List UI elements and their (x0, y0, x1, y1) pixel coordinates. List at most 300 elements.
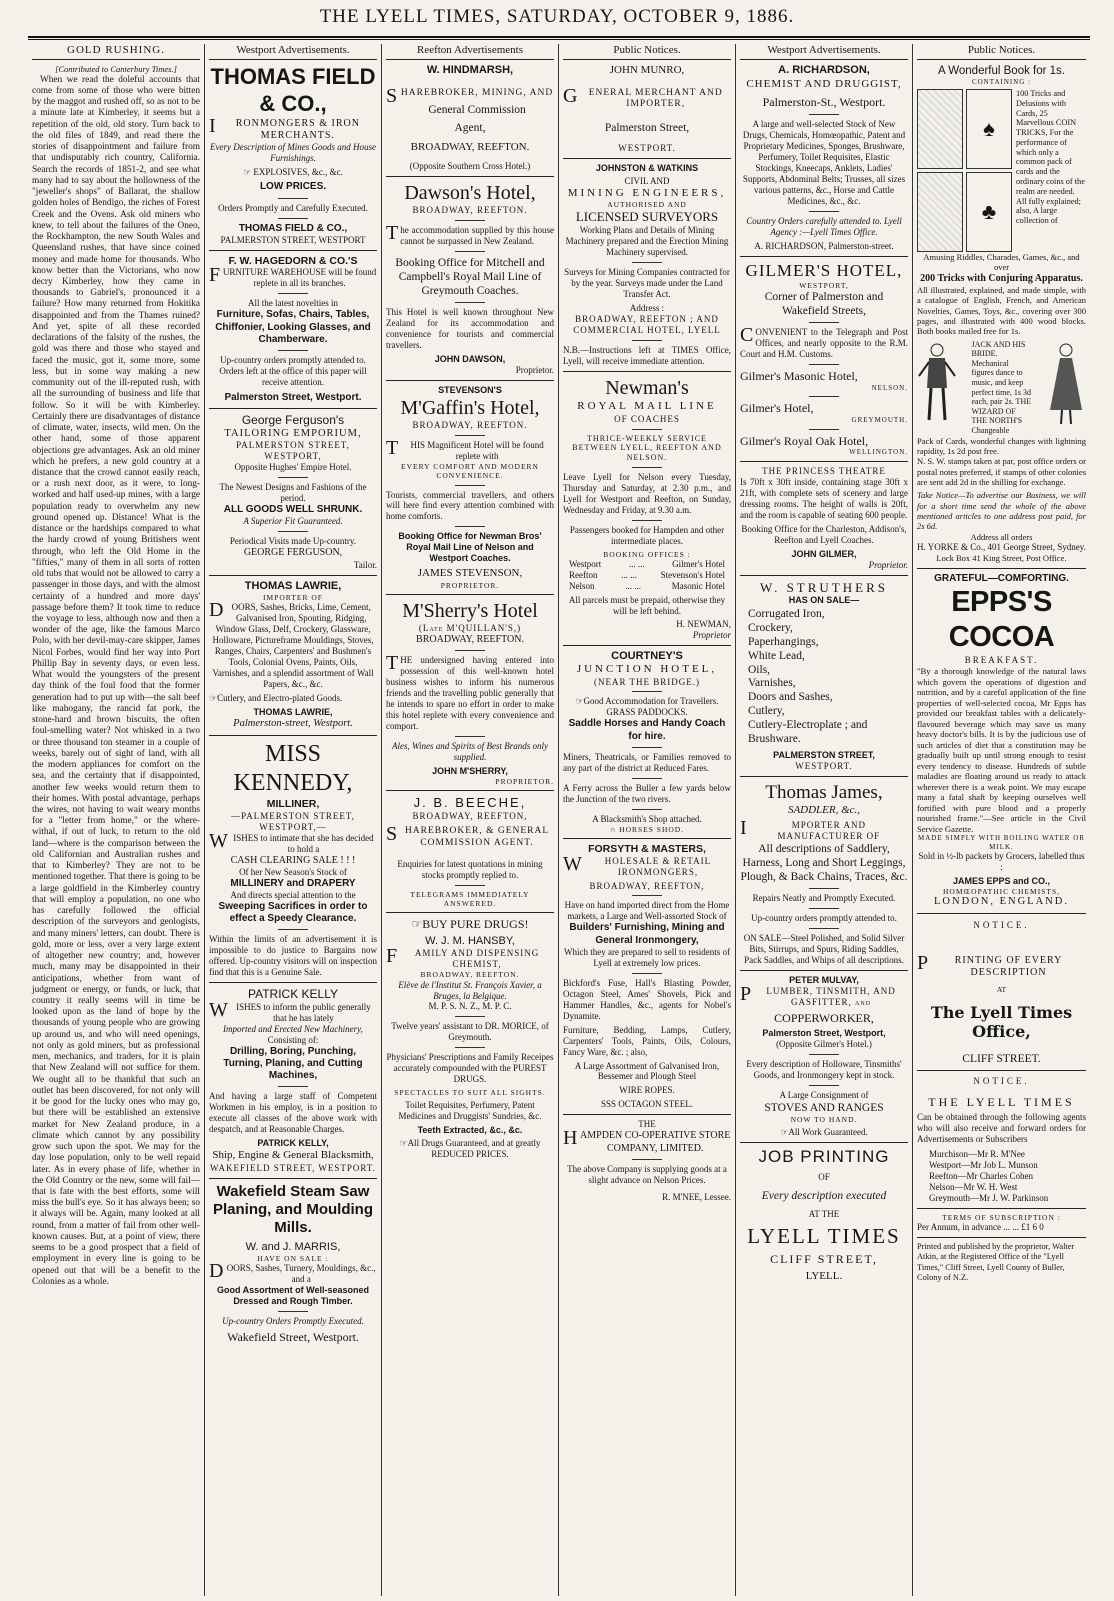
ad-text: PLUMBER, TINSMITH, AND GASFITTER, and (740, 982, 896, 1007)
column-westport-ads-2 (736, 44, 913, 1596)
ad-text: Leave Lyell for Nelson every Tuesday, Thursday and Saturday, at 2.30 p.m., and Lyell for Westport and Reefton, on Sunday, Wednesday and Friday, at 9.30 a.m. (563, 471, 731, 515)
ad-text: PALMERSTON STREET, (773, 750, 875, 761)
masthead-rule (28, 36, 1090, 38)
ad-text: SADDLER, &c., (787, 804, 861, 817)
booking-office-place: Westport (569, 558, 602, 569)
column-public-notices-2 (913, 44, 1090, 1596)
ad-text: CONTAINING : (971, 78, 1032, 87)
separator (632, 778, 662, 779)
ad-title: PATRICK KELLY (247, 987, 339, 1002)
agents-list (917, 1149, 1086, 1204)
pointing-hand-icon: ☞ (411, 917, 423, 932)
booking-offices-list (563, 559, 731, 592)
ad-text: IMPORTER OF (263, 592, 323, 602)
divider (740, 256, 908, 257)
contributor-note: [Contributed to Canterbury Times.] (55, 64, 177, 75)
ad-text: BROADWAY, REEFTON ; AND COMMERCIAL HOTEL, LYELL (573, 314, 721, 336)
separator (632, 747, 662, 748)
ad-text: STOVES AND RANGES (764, 1102, 884, 1115)
hotel-town: GREYMOUTH. (851, 416, 908, 425)
ad-text: DOORS, Sashes, Turnery, Mouldings, &c., and a (209, 1260, 376, 1285)
ad-text: Booking Office for the Charleston, Addison's, Reefton and Lyell Coaches. (741, 523, 907, 545)
ad-text: The accommodation supplied by this house cannot be surpassed in New Zealand. (386, 222, 554, 247)
separator (278, 477, 308, 478)
divider (740, 776, 908, 777)
ad-text: BROADWAY, REEFTON. (416, 634, 524, 646)
ad-text: STEVENSON'S (438, 384, 502, 395)
ad-title: THOMAS LAWRIE, (244, 579, 342, 592)
divider (740, 1142, 908, 1143)
booking-office-row (563, 570, 731, 581)
divider (917, 1208, 1086, 1209)
ad-text: Orders Promptly and Carefully Executed. (218, 202, 368, 213)
ad-text: H. NEWMAN, (676, 618, 731, 629)
ad-text: WESTPORT. (795, 761, 853, 772)
ad-title: M'Sherry's Hotel (402, 599, 538, 622)
separator (632, 691, 662, 692)
spacer (563, 78, 731, 88)
masthead: THE LYELL TIMES, SATURDAY, OCTOBER 9, 1886. (319, 6, 795, 27)
ad-text: LICENSED SURVEYORS (575, 209, 719, 225)
notice-heading: NOTICE. (973, 1075, 1030, 1086)
ad-text: 200 Tricks with Conjuring Apparatus. (920, 272, 1083, 284)
ad-text: Cutlery, and Electro-plated Goods. (217, 692, 343, 703)
agent-entry: Nelson—Mr W. H. West (929, 1182, 1018, 1193)
column-gold-rushing (28, 44, 205, 1596)
ad-text: JAMES STEVENSON, (417, 567, 523, 580)
ad-title: George Ferguson's (241, 413, 345, 428)
divider (209, 250, 377, 251)
divider (209, 408, 377, 409)
ad-text: THIS Magnificent Hotel will be found replete with (386, 437, 544, 462)
ad-title: HAMPDEN CO-OPERATIVE STORE COMPANY, LIMITED. (563, 1127, 731, 1154)
ad-title: GILMER'S HOTEL, (745, 260, 903, 280)
ad-title: A Wonderful Book for 1s. (938, 65, 1065, 78)
separator (455, 435, 485, 436)
ad-title: FORSYTH & MASTERS, (588, 842, 706, 855)
ad-text: JOHN GILMER, (791, 548, 857, 559)
ad-text: Drilling, Boring, Punching, Turning, Planing, and Cutting Machines, (223, 1045, 363, 1082)
ad-text: A Superior Fit Guaranteed. (243, 516, 343, 527)
ad-text: TAILORING EMPORIUM, (224, 427, 362, 439)
ad-title: A. RICHARDSON, (778, 64, 870, 77)
ad-text: Up-country orders promptly attended to. (751, 912, 897, 923)
ad-title: W. STRUTHERS (760, 579, 888, 595)
ad-text: ON SALE—Steel Polished, and Solid Silver Bits, Stirrups, and Spurs, Riding Saddles, Pack Saddles, and Whips of all descriptions. (743, 932, 905, 965)
ad-text: —PALMERSTON STREET, WESTPORT,— (231, 810, 355, 832)
ad-text: LONDON, ENGLAND. (934, 896, 1069, 908)
ad-text: PALMERSTON STREET, WESTPORT, (236, 440, 350, 462)
agent-entry: Murchison—Mr R. M'Nee (929, 1149, 1025, 1160)
pointing-hand-icon: ☞ (575, 696, 584, 707)
booking-office-hotel: Gilmer's Hotel (672, 558, 725, 569)
ad-text: Palmerston Street, Westport, (762, 1028, 886, 1039)
ad-text: Furniture, Sofas, Chairs, Tables, Chiffonier, Looking Glasses, and Chamberware. (215, 309, 371, 345)
ad-text: (Opposite Gilmer's Hotel.) (776, 1039, 872, 1050)
ad-text: All Work Guaranteed. (788, 1127, 868, 1138)
ad-text: Opposite Hughes' Empire Hotel. (234, 462, 352, 473)
separator (809, 114, 839, 115)
ad-text: Agent, (454, 122, 486, 135)
ad-text: Every description executed (761, 1189, 887, 1202)
ad-text: Enquiries for latest quotations in mining stocks promptly replied to. (397, 859, 543, 881)
separator (809, 211, 839, 212)
ad-text: SPECTACLES TO SUIT ALL SIGHTS. (394, 1088, 546, 1098)
ad-text: (NEAR THE BRIDGE.) (593, 676, 701, 687)
card-back-illustration (917, 89, 963, 169)
ad-title: COURTNEY'S (611, 649, 683, 662)
separator (632, 429, 662, 430)
ad-title: JOB PRINTING (758, 1147, 890, 1167)
hotel-name: Gilmer's Royal Oak Hotel, (740, 433, 869, 448)
ad-text: Booking Office for Newman Bros' Royal Mail Line of Nelson and Westport Coaches. (398, 531, 542, 564)
ad-text: IMPORTER AND MANUFACTURER OF (740, 816, 881, 841)
ad-text: CIVIL AND (624, 175, 670, 186)
ad-text (740, 1127, 908, 1138)
spacer (386, 78, 554, 88)
ad-text: Which they are prepared to sell to residents of Lyell at extremely low prices. (564, 946, 730, 968)
ad-text: THE undersigned having entered into possession of this well-known hotel business wishes to inform his numerous friends and the travelling public generally that he intends to spare no effort in order to make this hotel replete with every convenience and comport. (386, 652, 554, 732)
ad-text: (Late M'QUILLAN'S,) (418, 623, 522, 634)
separator (632, 262, 662, 263)
ad-text: Furniture, Bedding, Lamps, Cutlery, Carpenters' Tools, Paints, Oils, Colours, Fancy Ware, &c. ; also, (563, 1024, 731, 1057)
separator (278, 350, 308, 351)
ad-text: BROADWAY, REEFTON. (410, 141, 530, 154)
ad-text: Take Notice—To advertise our Business, we will for a short time send the whole of the above mentioned articles to one address post paid, for 2s 6d. (917, 490, 1086, 532)
divider (563, 371, 731, 372)
ad-text: Proprietor (692, 629, 731, 640)
ad-text: A Large Assortment of Galvanised Iron, Bessemer and Plough Steel (574, 1060, 720, 1082)
pointing-hand-icon: ☞ (243, 167, 254, 178)
divider (209, 575, 377, 576)
ad-text: Have on hand imported direct from the Home markets, a Large and Well-assorted Stock of (564, 900, 730, 922)
ad-text: BOOKING OFFICES : (603, 549, 691, 559)
card-illustrations (917, 89, 1012, 252)
divider (740, 461, 908, 462)
ad-text: N.B.—Instructions left at TIMES Office, Lyell, will receive immediate attention. (563, 345, 731, 366)
ad-title: PETER MULVAY, (789, 974, 859, 985)
ad-text: Corner of Palmerston and Wakefield Streets, (764, 291, 884, 318)
separator (632, 809, 662, 810)
jack-figure-illustration (917, 340, 957, 428)
ad-title: JOHN MUNRO, (609, 64, 685, 77)
pointing-hand-icon: ☞ (399, 1138, 408, 1149)
sale-item: Cutlery, (748, 704, 785, 717)
ad-text: PATRICK KELLY, (257, 1138, 329, 1149)
ad-text: THRICE-WEEKLY SERVICE BETWEEN LYELL, REEFTON AND NELSON. (572, 433, 722, 463)
ad-text: WESTPORT, (799, 281, 849, 291)
pointing-hand-icon: ☞ (780, 1127, 789, 1138)
ad-text: A large and well-selected Stock of New Drugs, Chemicals, Homœopathic, Patent and Proprietary Medicines, Sponges, Brushware, Perfumery, Toilet Requisites, Elastic Stockings, Kneecaps, Anklets, Ladies' Supports, Abdominal Belts; Trusses, all sizes various patterns, &c., Horse and Cattle Medicines, &c., &c. (742, 118, 906, 206)
notice-text: THE LYELL TIMES (928, 1094, 1075, 1109)
ad-text: Sweeping Sacrifices in order to effect a Speedy Clearance. (218, 901, 368, 925)
ad-text: LOW PRICES. (259, 181, 327, 193)
ad-text: CHEMIST AND DRUGGIST, (746, 77, 902, 90)
ad-text: WAKEFIELD STREET, WESTPORT. (210, 1162, 376, 1173)
ad-title: EPPS'S COCOA (948, 585, 1055, 654)
divider (563, 838, 731, 839)
ad-text: OF COACHES (614, 413, 680, 424)
ad-text: WISHES to intimate that she has decided to hold a (209, 829, 374, 854)
ad-text: DOORS, Sashes, Bricks, Lime, Cement, Galvanised Iron, Spouting, Ridging, Window Glass, Delf, Crockery, Glassware, Holloware, Pictureframe Mouldings, Stoves, Ranges, Chairs, Carpenters' and Bushmen's Tools, Colonial Ovens, Paints, Oils, Varnishes, and a splendid assortment of Wall Papers, &c., &c. (209, 599, 374, 689)
ad-text: Up-country orders promptly attended to. Orders left at the office of this paper will receive attention. (219, 354, 367, 387)
pointing-hand-icon: ☞ (209, 692, 218, 703)
ad-text: Within the limits of an advertisement it is impossible to do justice to Bargains now offered. Up-country visitors will on inspection find that this is a Genuine Sale. (209, 934, 377, 978)
booking-office-dots: ... ... (628, 558, 645, 569)
separator (455, 302, 485, 303)
ad-text: M. P. S. N. Z., M. P. C. (428, 1001, 512, 1012)
ad-text: MADE SIMPLY WITH BOILING WATER OR MILK. (918, 834, 1085, 851)
ad-text: Physicians' Prescriptions and Family Receipes accurately compounded with the PUREST DRUGS. (386, 1052, 554, 1085)
ad-text: PROPRIETOR. (495, 777, 554, 787)
separator (809, 1054, 839, 1055)
column-heading: Westport Advertisements. (209, 44, 377, 60)
column-reefton-ads (382, 44, 559, 1596)
column-heading: Public Notices. (917, 44, 1086, 60)
ad-text: TELEGRAMS IMMEDIATELY ANSWERED. (410, 890, 530, 909)
ad-text: R. M'NEE, Lessee. (662, 1191, 731, 1202)
agent-entry: Westport—Mr Job L. Munson (929, 1160, 1038, 1171)
ad-text: WESTPORT. (618, 142, 676, 153)
booking-office-hotel: Masonic Hotel (671, 580, 725, 591)
divider (917, 913, 1086, 914)
ad-text: Passengers booked for Hampden and other intermediate places. (569, 524, 725, 546)
separator (632, 340, 662, 341)
ad-text: Tailor. (353, 559, 377, 570)
divider (386, 790, 554, 791)
ad-title: BUY PURE DRUGS! (422, 917, 529, 932)
bride-figure-illustration (1046, 340, 1086, 428)
ad-text: BROADWAY, REEFTON, (589, 880, 705, 891)
ad-text: All Drugs Guaranteed, and at greatly REDUCED PRICES. (407, 1138, 541, 1160)
ad-text (209, 167, 377, 178)
ad-text: MILLINERY and DRAPERY (230, 877, 356, 889)
separator (632, 520, 662, 521)
divider (386, 380, 554, 381)
ad-title: Newman's (605, 376, 689, 399)
ad-text: AUTHORISED AND (607, 200, 687, 210)
separator (278, 218, 308, 219)
ad-text: JACK AND HIS BRIDE. Mechanical figures dance to music, and keep perfect time, 1s 3d each, pair 2s. THE WIZARD OF THE NORTH'S Changeable (971, 339, 1032, 435)
ad-text: Proprietor. (868, 559, 908, 570)
divider (386, 176, 554, 177)
ad-text: A Blacksmith's Shop attached. (592, 813, 702, 824)
hotel-town: WELLINGTON. (849, 448, 908, 457)
ad-text: Proprietor. (515, 364, 554, 375)
ad-text: Every description of Holloware, Tinsmiths' Goods, and Ironmongery kept in stock. (746, 1059, 902, 1081)
ad-text: Booking Office for Mitchell and Campbell's Royal Mail Line of Greymouth Coaches. (395, 257, 545, 298)
ad-text (386, 1138, 554, 1160)
ad-text: Consisting of: (267, 1034, 319, 1045)
ad-text: H. YORKE & Co., 401 George Street, Sydney. (917, 542, 1086, 553)
ad-text: All the latest novelties in (248, 298, 338, 309)
sale-item: Crockery, (748, 622, 793, 635)
ad-title: Wakefield Steam Saw Planing, and Moulding Mills. (213, 1182, 373, 1237)
article-body: When we read the doleful accounts that come from some of those who were bitten by the maggot and rushed off, so as not to be a minute late at Kimberley, it seems but a repetition of the old, old story. Turn back to the old files of 1849, and read there the stories of disappointment and failure from that undisputably rich country, California. Search the records of 1851-2, and see what many had to say about the hollowness of the "jeweller's shops" of Ballarat, the shallow golden holes of Bendigo, the riches of Forest Creek and the Ovens. Ask old miners who knew, to tell about the failures of the Oneo, the Rockhampton, the new South Wales and Queensland rushes, that have since coined money and made home for thousands. Who know better than the Victorians, who now decry Kimberley, how they came in thousands to Gabriel's, pronounced it a failure? How many returned from Hokitika disappointed and from the Thames ruined? And yet, spite of all these recorded declarations of the falsity of the rushes, the gold was there and those who stayed and faced the music, got it, some more, some less, but in some way making a new community out of the ill-reputed rush, with all the surrounding of business and life that follow. So it will be with Kimberley. Certainly there are disadvantages of distance of climate, water, insects, wild men. On the other hand, some of those apparent objections gre advantages. Ask an old miner which he prefers, a new gold country at a distance that the crowd cannot easily reach, or a rush next door, as it were, to long-worked and half used-up mines, with a large population ready to overwhelm any new ground opened up. Distance! What is the distance or the hardships compared to what the hardy crowd of young Britishers went through, who left the Old Home in the "fifties," many of them in all sorts of rotten old tubs that would not be allowed to carry a passenger in those days, and with the almost certainty of a hundred and more days' passage before them? It took time to reduce the voyage to less, although now and then a wonder of the age, like the famous Marco Polo, with her devil-may-care skipper, James Nicol Forbes, would find her way into Port Phillip Bay in seventy days, or even less. What would the youngsters of the present day think of the foul food that the former generation had to put up with—the salt beef like mahogany, the rancid fat pork, the stone-hard and brown biscuits, the often foul-smelling water? Not whisked in a two or three thousand ton steamer in a couple of weeks, barely out of sight of land, with all the modern appliances for comfort on the sea, and the certainty that if disappointed, another few weeks would return them to their homes. With postal advantage, perhaps the wires, not having to wait weary months for a "letter from home," or the where-withal, if out of luck, to return to the old land—where is the comparison between the old Californian and Australian rushes and that to Kimberley? They are not to be mentioned together. That there is going to be a large goldfield in the Kimberley country that will employ a population, no one who has carefully followed the official description of the surveyors and geologists, and many miners' letters, can doubt. There is gold, more or less, over a very large extent of altogether new country; and, however much, many may be disappointed in their anticipations, whether from want of judgment or energy, or funds, or luck, that country it really seems will in time be looked upon as the land of hope by the thousands of young people who are growing up around us, and who will need openings, not only as gold miners, but as professional men, mechanics, and traders, for it is plain that New Zealand will not suffice for them. We ought all to be thankful that such an outlet has been discovered, for not only will it be good for the lucky ones who may go, but there will be established an extensive market for New Zealand produce, in a climate which cannot by any possibility grow such upon the spot. We may for the day lose population, only to be well repaid later. As in every phase of life, whether in the Old Country or the new, some will fail—that is fate with the best efforts, some will miss the bull's eye. So it has always been; so it always will be. Again, many looked at all round, from a matter of fail from other well-known causes. But, at a point of view, there seems to be a good prospect that a field of employment in every line is going to be opened out that will be a benefit to the Colonies as a whole. (32, 74, 200, 1287)
ad-text: JUNCTION HOTEL, (576, 663, 718, 676)
divider (917, 1237, 1086, 1238)
card-row (917, 89, 1012, 169)
ad-text: CONVENIENT to the Telegraph and Post Offices, and nearly opposite to the R.M. Court and H.M. Customs. (740, 324, 908, 360)
sale-item: Cutlery-Electroplate ; and (748, 718, 868, 731)
ad-text: BREAKFAST. (964, 655, 1039, 666)
ad-text: Wakefield Street, Westport. (227, 1329, 359, 1344)
ad-text: COMMISSION AGENT. (420, 837, 534, 848)
ad-text: Miners, Theatricals, or Families removed to any part of the district at Reduced Fares. (563, 751, 731, 773)
booking-office-dots: ... ... (621, 569, 637, 580)
ad-text: And directs special attention to the (230, 890, 356, 901)
ad-text: Lock Box 41 King Street, Post Office. (936, 553, 1067, 564)
hotel-separator (809, 429, 839, 430)
ad-text: Toilet Requisites, Perfumery, Patent Medicines and Druggists' Sundries, &c. (398, 1100, 542, 1122)
notice-text: CLIFF STREET. (962, 1052, 1041, 1065)
ad-text: THOMAS LAWRIE, (253, 706, 333, 717)
ad-text: Palmerston Street, (604, 121, 690, 134)
ad-text: Palmerston-St., Westport. (762, 95, 886, 110)
separator (632, 467, 662, 468)
card-back-illustration (917, 172, 963, 252)
column-public-notices-1 (559, 44, 736, 1596)
ad-text: Periodical Visits made Up-country. (229, 536, 357, 547)
agent-entry: Greymouth—Mr J. W. Parkinson (929, 1192, 1049, 1203)
separator (632, 895, 662, 896)
ad-text: Repairs Neatly and Promptly Executed. (752, 892, 896, 903)
separator (632, 1159, 662, 1160)
ad-text: Address all orders (970, 531, 1033, 542)
ad-text (209, 693, 377, 704)
ad-text: Surveys for Mining Companies contracted for by the year. Surveys made under the Land Transfer Act. (564, 267, 730, 300)
ad-text: WISHES to inform the public generally that he has lately (209, 998, 371, 1023)
separator (455, 220, 485, 221)
ad-text: General Commission (428, 104, 526, 117)
ad-text: EXPLOSIVES, &c., &c. (253, 167, 343, 178)
ad-text: MILLINER, (266, 798, 320, 811)
ad-text: AT THE (808, 1208, 840, 1219)
ad-text: FAMILY AND DISPENSING CHEMIST, (386, 945, 540, 970)
subscription-terms: Per Annum, in advance ... ... £1 6 0 (917, 1222, 1044, 1233)
ad-text: W. J. M. HANSBY, (425, 935, 515, 948)
ad-text: HAVE ON SALE : (257, 1253, 329, 1263)
agent-entry: Reefton—Mr Charles Cohen (929, 1171, 1033, 1182)
ad-text: A Ferry across the Buller a few yards below the Junction of the two rivers. (563, 782, 731, 804)
notice-text: PRINTING OF EVERY DESCRIPTION (917, 952, 1063, 979)
ad-text: ROYAL MAIL LINE (577, 400, 717, 413)
separator (809, 888, 839, 889)
ad-text: SHAREBROKER, MINING, AND (386, 84, 554, 107)
ad-text: GRATEFUL—COMFORTING. (934, 572, 1069, 584)
sale-item: Paperhangings, (748, 635, 819, 648)
ad-text: All descriptions of Saddlery, Harness, Long and Short Leggings, Plough, & Back Chains, Traces, &c. (740, 842, 908, 883)
ad-text (563, 825, 731, 834)
sale-item: Varnishes, (748, 677, 796, 690)
ad-text: JOHN DAWSON, (434, 354, 506, 365)
divider (209, 1178, 377, 1179)
notice-text: Can be obtained through the following agents who will also receive and forward orders for Advertisements or Subscribers (917, 1112, 1086, 1145)
ad-text: Up-country Orders Promptly Executed. (222, 1315, 364, 1326)
ad-text: WIRE ROPES. (619, 1085, 675, 1096)
separator (809, 1085, 839, 1086)
ad-text: Twelve years' assistant to DR. MORICE, of Greymouth. (391, 1021, 549, 1043)
ad-text: ALL GOODS WELL SHRUNK. (223, 504, 363, 516)
notice-heading: NOTICE. (973, 920, 1030, 931)
ad-text: SHAREBROKER, & GENERAL (386, 823, 550, 846)
ad-text (563, 696, 731, 707)
ad-text: WHOLESALE & RETAIL IRONMONGERS, (563, 852, 712, 877)
separator (455, 485, 485, 486)
column-heading: Westport Advertisements. (740, 44, 908, 60)
ad-text: GRASS PADDOCKS. (606, 707, 688, 718)
booking-office-row (563, 581, 731, 592)
sale-item: Doors and Sashes, (748, 691, 833, 704)
hotel-name: Gilmer's Masonic Hotel, (740, 369, 858, 384)
ad-text: IRONMONGERS & IRON MERCHANTS. (209, 115, 360, 142)
ad-text: FURNITURE WAREHOUSE will be found replete in all its branches. (209, 264, 377, 289)
booking-office-row (563, 559, 731, 570)
divider (563, 1114, 731, 1115)
ad-text: W. and J. MARRIS, (245, 1240, 341, 1253)
ad-text: Palmerston Street, Westport. (224, 391, 362, 403)
ad-text: Working Plans and Details of Mining Machinery prepared and the Erection Mining Machinery supervised. (565, 225, 729, 258)
ad-text: Every Description of Mines Goods and House Furnishings. (210, 142, 376, 164)
book-ad-block (917, 89, 1086, 252)
separator (809, 908, 839, 909)
ad-title: MISS KENNEDY, (233, 740, 353, 796)
divider (209, 735, 377, 736)
separator (455, 736, 485, 737)
ad-text: Bickford's Fuse, Hall's Blasting Powder, Octagon Steel, Ames' Shovels, Pick and Hammer Handles, &c., agents for Nobel's Dynamite. (563, 977, 731, 1021)
ad-text: COPPERWORKER, (774, 1010, 874, 1025)
ad-text: 100 Tricks and Delusions with Cards, 25 Marvellous COIN TRICKS, For the performance of which only a common pack of cards and the ordinary coins of the realm are needed. All fully explained; also, A large collection of (1016, 88, 1085, 226)
ad-text (386, 917, 554, 932)
separator (455, 1047, 485, 1048)
ad-title: THOMAS FIELD & CO., (210, 64, 376, 117)
ad-text: And having a large staff of Competent Workmen in his employ, is in a position to execute all classes of the above work with despatch, and at Reasonable Charges. (209, 1091, 377, 1135)
ad-text: PALMERSTON STREET, WESTPORT (220, 234, 366, 245)
ad-text: Teeth Extracted, &c., &c. (417, 1125, 523, 1136)
ad-text: N. S. W. stamps taken at par, post office orders or postal notes preferred, if stamps of other colonies are sent add 2d in the shilling for exchange. (917, 456, 1086, 488)
ad-text: CLIFF STREET, (770, 1252, 878, 1267)
ad-text: LYELL. (805, 1270, 843, 1283)
separator (278, 1086, 308, 1087)
ad-text: "By a thorough knowledge of the natural laws which govern the operations of digestion and nutrition, and by a careful application of the fine properties of well-selected cocoa, Mr Epps has provided our breakfast tables with a delicately-flavoured beverage which may save us many heavy doctor's bills. It is by the judicious use of such articles of diet that a constitution may be gradually built up until strong enough to resist every tendency to disease. Hundreds of subtle maladies are floating around us ready to attack wherever there is a weak point. We may escape many a fatal shaft by keeping ourselves well fortified with pure blood and a properly nourished frame."—See article in the Civil Service Gazette. (917, 666, 1086, 834)
ad-text: Good Assortment of Well-seasoned Dressed and Rough Timber. (216, 1285, 370, 1306)
notice-text: AT (996, 985, 1007, 995)
ad-text: Is 70ft x 30ft inside, containing stage 30ft x 21ft, with complete sets of scenery and large dressing rooms. The height of walls is 20ft, and the room is capable of seating 600 people. (740, 476, 908, 520)
divider (386, 912, 554, 913)
ad-text: Of her New Season's Stock of (239, 866, 347, 877)
ad-text: The above Company is supplying goods at a slight advance on Nelson Prices. (567, 1163, 727, 1185)
divider (209, 982, 377, 983)
column-heading: Reefton Advertisements (386, 44, 554, 60)
ad-text: EVERY COMFORT AND MODERN CONVENIENCE. (401, 462, 539, 481)
separator (455, 885, 485, 886)
separator (809, 322, 839, 323)
ad-text: BROADWAY, REEFTON. (412, 205, 528, 216)
ad-text: Sold in ½-lb packets by Grocers, labelled thus : (918, 851, 1085, 873)
ad-text: The Newest Designs and Fashions of the period. (219, 482, 367, 504)
dancing-figures (917, 340, 1086, 436)
divider (563, 158, 731, 159)
divider (740, 970, 908, 971)
ad-title: JOHNSTON & WATKINS (595, 162, 699, 173)
hotel-town: NELSON. (871, 383, 908, 392)
ad-text: All parcels must be prepaid, otherwise they will be left behind. (568, 594, 726, 616)
ad-text: Tourists, commercial travellers, and others will here find every attention combined with home comforts. (386, 489, 554, 522)
divider (917, 1070, 1086, 1071)
ad-title: W. HINDMARSH, (426, 64, 514, 77)
separator (278, 531, 308, 532)
sale-item: Brushware. (748, 732, 801, 745)
